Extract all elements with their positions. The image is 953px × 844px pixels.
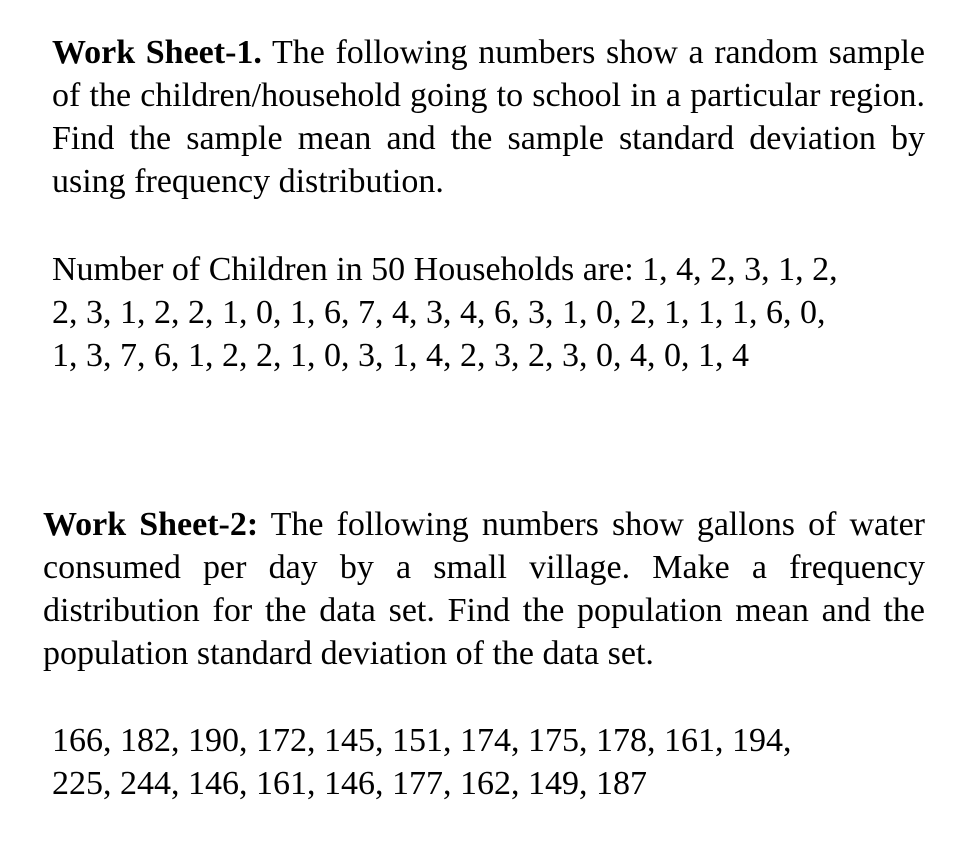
worksheet-1-problem	[52, 31, 925, 203]
worksheet-2-data-line: 225, 244, 146, 161, 146, 177, 162, 149, 187	[52, 765, 647, 802]
worksheet-2-data-line: 166, 182, 190, 172, 145, 151, 174, 175, 178, 161, 194,	[52, 722, 792, 759]
worksheet-2-problem	[43, 503, 925, 675]
worksheet-1-problem-text: The following numbers show a random sample of the children/household going to school in a particular region. Find the sample mean and the sample standard deviation by using frequency distribution.	[52, 34, 925, 200]
worksheet-2-data	[52, 719, 925, 805]
worksheet-1-data-line: 2, 3, 1, 2, 2, 1, 0, 1, 6, 7, 4, 3, 4, 6, 3, 1, 0, 2, 1, 1, 1, 6, 0,	[52, 294, 826, 331]
worksheet-2-problem-text: The following numbers show gallons of water consumed per day by a small village. Make a frequency distribution for the data set. Find the population mean and the population standard deviation of the data set.	[43, 506, 925, 672]
worksheet-1-data-line: Number of Children in 50 Households are: 1, 4, 2, 3, 1, 2,	[52, 251, 838, 288]
worksheet-1-data	[52, 248, 925, 377]
worksheet-2-title: Work Sheet-2:	[43, 506, 259, 543]
worksheet-1-title: Work Sheet-1.	[52, 34, 262, 71]
worksheet-1-data-line: 1, 3, 7, 6, 1, 2, 2, 1, 0, 3, 1, 4, 2, 3, 2, 3, 0, 4, 0, 1, 4	[52, 337, 749, 374]
